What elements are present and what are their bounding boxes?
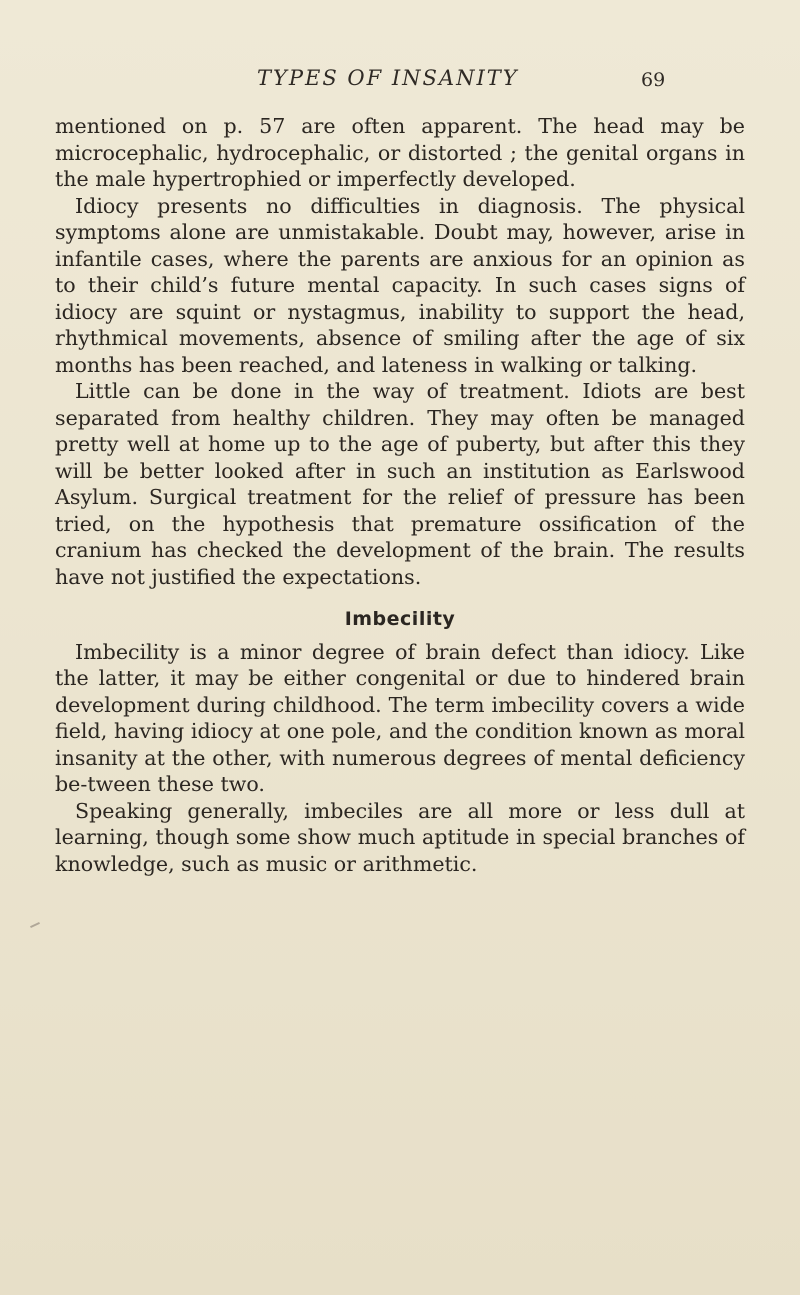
paragraph-imbecility-definition: Imbecility is a minor degree of brain defect than idiocy. Like the latter, it may be either congenital or due to hindered brain development during childhood. The term imbecility covers a wide field, having idiocy at one pole, and the condition known as moral insanity at the other, with numerous degrees of mental deficiency be-tween these two. xyxy=(55,639,745,796)
body-text xyxy=(55,113,745,877)
paragraph-continuation: mentioned on p. 57 are often apparent. The head may be microcephalic, hydrocephalic, or distorted ; the genital organs in the male hypertrophied or imperfectly developed. xyxy=(55,114,745,191)
page-number: 69 xyxy=(641,69,666,91)
running-title: TYPES OF INSANITY xyxy=(257,66,519,90)
margin-mark xyxy=(30,922,40,928)
paragraph-treatment: Little can be done in the way of treatment. Idiots are best separated from healthy children. They may often be managed pretty well at home up to the age of puberty, but after this they will be better looked after in such an institution as Earlswood Asylum. Surgical treatment for the relief of pressure has been tried, on the hypothesis that premature ossification of the cranium has checked the development of the brain. The results have not justified the expectations. xyxy=(55,379,745,589)
paragraph-imbecility-learning: Speaking generally, imbeciles are all more or less dull at learning, though some show much aptitude in special branches of knowledge, such as music or arithmetic. xyxy=(55,798,745,876)
paragraph-diagnosis: Idiocy presents no difficulties in diagnosis. The physical symptoms alone are unmistakable. Doubt may, however, arise in infantile cases, where the parents are anxious for an opinion as to their child’s future mental capacity. In such cases signs of idiocy are squint or nystagmus, inability to support the head, rhythmical movements, absence of smiling after the age of six months has been reached, and lateness in walking or talking. xyxy=(55,193,745,377)
section-heading: Imbecility xyxy=(344,608,456,630)
